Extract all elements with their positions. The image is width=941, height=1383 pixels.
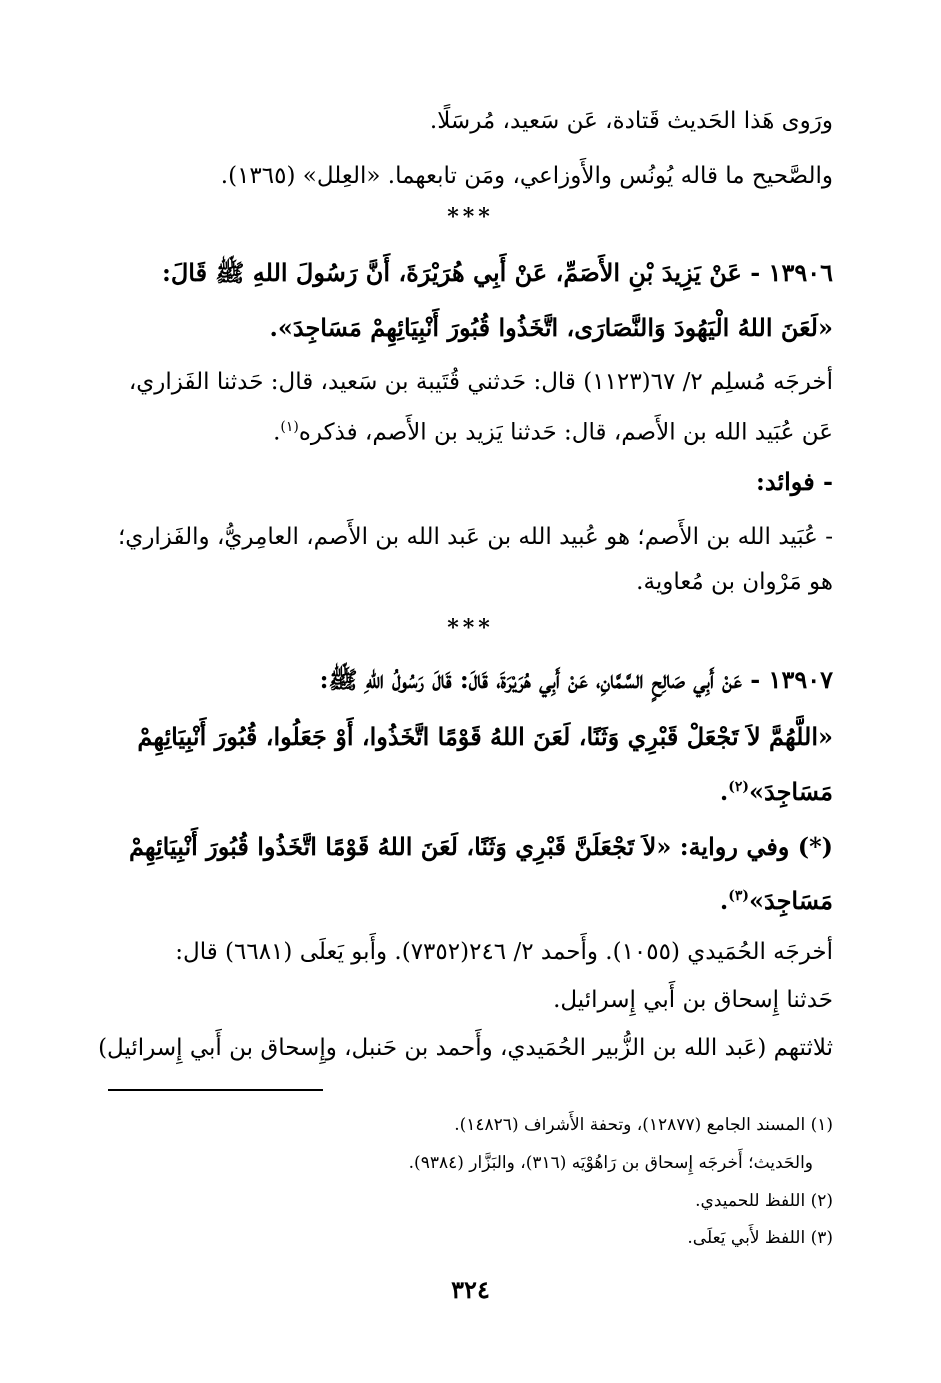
takhrij-line: أخرجَه مُسلِم ٢/ ٦٧(١١٢٣) قال: حَدثني قُتَيبة بن سَعيد، قال: حَدثنا الفَزاري، bbox=[128, 369, 833, 395]
hadith-13906-heading: ١٣٩٠٦ - عَنْ يَزِيدَ بْنِ الأَصَمِّ، عَنْ أَبِي هُرَيْرَةَ، أَنَّ رَسُولَ اللهِ ﷺ قَالَ: bbox=[161, 258, 833, 287]
section-separator-stars: *** bbox=[447, 615, 494, 641]
fawaid-text: - عُبَيد الله بن الأَصم؛ هو عُبيد الله بن عَبد الله بن الأَصم، العامِريُّ، والفَزاري؛ bbox=[118, 524, 833, 550]
hadith-13907-text: مَسَاجِدَ»$^{(٢)}$. bbox=[719, 777, 833, 806]
riwaya-text: مَسَاجِدَ»$^{(٣)}$. bbox=[719, 886, 833, 915]
takhrij-line: عَن عُبَيد الله بن الأَصم، قال: حَدثنا يَزيد بن الأَصم، فذكره$^{(١)}$. bbox=[273, 419, 833, 446]
footnote-1-continuation: والحَديث؛ أَخرجَه إِسحاق بن رَاهُوْيَه (٣١٦)، والبَزَّار (٩٣٨٤). bbox=[408, 1153, 813, 1173]
fawaid-text: هو مَرْوان بن مُعاوية. bbox=[636, 569, 833, 595]
page-number: ٣٢٤ bbox=[451, 1275, 490, 1304]
takhrij-line: أخرجَه الحُمَيدي (١٠٥٥). وأَحمد ٢/ ٢٤٦(٧٣٥٢). وأَبو يَعلَى (٦٦٨١) قال: bbox=[175, 939, 833, 965]
takhrij-line: ثلاثتهم (عَبد الله بن الزُّبير الحُمَيدي، وأَحمد بن حَنبل، وإِسحاق بن أَبي إِسرائيل) bbox=[98, 1035, 833, 1061]
footnote-ref: (١) bbox=[280, 419, 299, 435]
section-separator-stars: *** bbox=[447, 204, 494, 230]
footnote-1: (١) المسند الجامع (١٢٨٧٧)، وتحفة الأَشراف (١٤٨٢٦). bbox=[454, 1115, 833, 1135]
text-line: والصَّحيح ما قاله يُونُس والأَوزاعي، ومَن تابعهما. «العِلل» (١٣٦٥). bbox=[220, 163, 833, 189]
footnote-ref: (٣) bbox=[728, 888, 749, 904]
text-line: ورَوى هَذا الحَديث قَتادة، عَن سَعيد، مُرسَلًا. bbox=[429, 108, 833, 134]
hadith-13906-text: «لَعَنَ اللهُ الْيَهُودَ وَالنَّصَارَى، اتَّخَذُوا قُبُورَ أَنْبِيَائِهِمْ مَسَاجِدَ». bbox=[269, 313, 833, 342]
footnote-2: (٢) اللفظ للحميدي. bbox=[695, 1191, 833, 1211]
footnote-ref: (٢) bbox=[728, 779, 749, 795]
takhrij-line: حَدثنا إِسحاق بن أَبي إِسرائيل. bbox=[553, 987, 833, 1013]
hadith-13907-heading: ١٣٩٠٧ - عَنْ أَبِي صَالِحٍ السَّمَّانِ، عَنْ أَبِي هُرَيْرَةَ، قَالَ: قَالَ رَسُولُ اللهِ ﷺ: bbox=[319, 665, 833, 694]
footnote-3: (٣) اللفظ لأَبي يَعلَى. bbox=[687, 1228, 833, 1248]
footnote-separator bbox=[108, 1089, 323, 1091]
riwaya-text: (*) وفي رواية: «لاَ تَجْعَلَنَّ قَبْرِي وَثَنًا، لَعَنَ اللهُ قَوْمًا اتَّخَذُوا قُبُورَ أَنْبِيَائِهِمْ bbox=[128, 832, 833, 861]
fawaid-heading: - فوائد: bbox=[756, 467, 833, 496]
hadith-13907-text: «اللَّهُمَّ لاَ تَجْعَلْ قَبْرِي وَثَنًا، لَعَنَ اللهُ قَوْمًا اتَّخَذُوا، أَوْ جَعَلُوا، قُبُورَ أَنْبِيَائِهِمْ bbox=[137, 722, 833, 751]
